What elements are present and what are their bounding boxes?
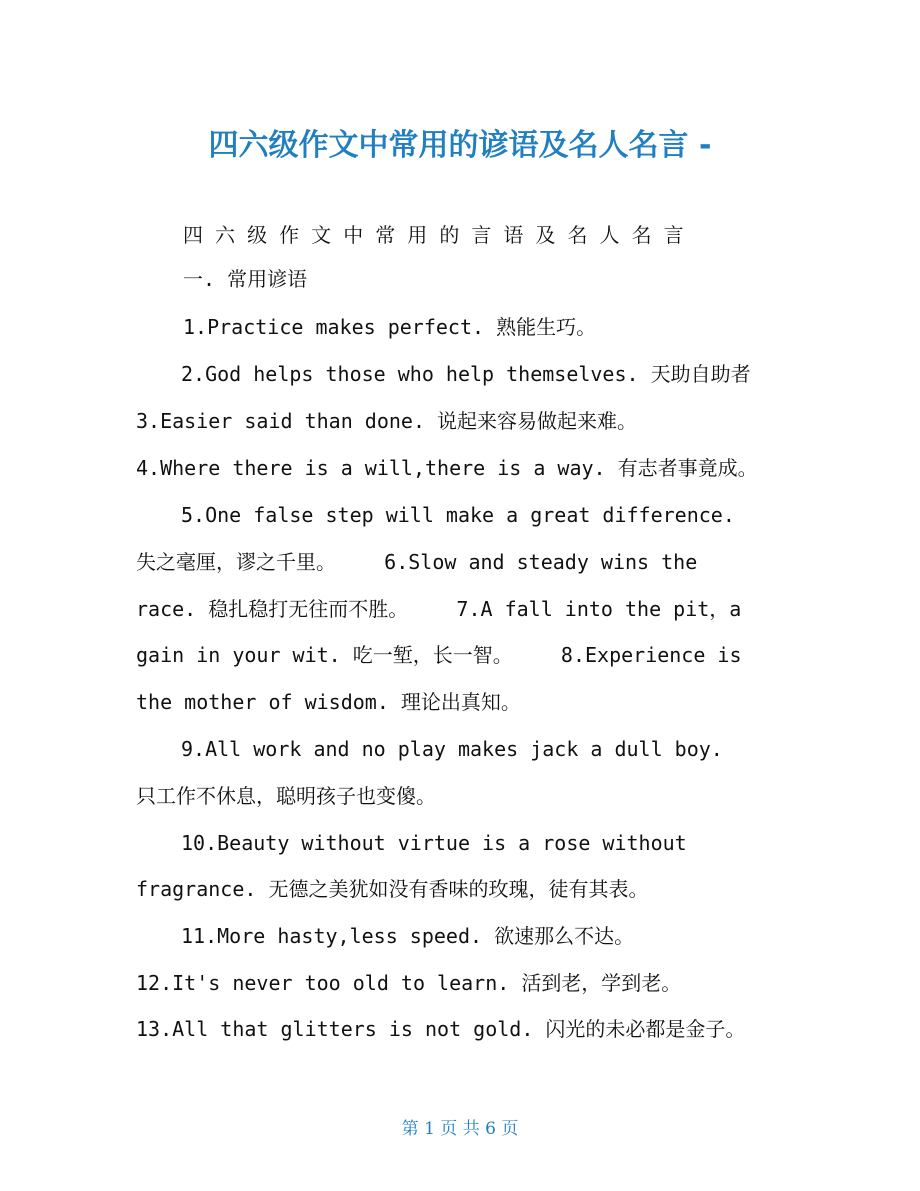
proverb-line: 只工作不休息，聪明孩子也变傻。 bbox=[136, 784, 436, 808]
proverb-line: 10.Beauty without virtue is a rose without bbox=[181, 831, 687, 855]
page-footer: 第 1 页 共 6 页 bbox=[401, 1119, 519, 1139]
proverb-line: 11.More hasty,less speed. 欲速那么不达。 bbox=[181, 924, 635, 948]
proverb-line: 5.One false step will make a great difference. bbox=[181, 503, 735, 527]
proverb-line: fragrance. 无德之美犹如没有香味的玫瑰，徒有其表。 bbox=[136, 877, 649, 901]
proverb-line: gain in your wit. 吃一堑，长一智。 8.Experience is bbox=[136, 643, 742, 667]
section-heading: 一. 常用谚语 bbox=[183, 267, 308, 291]
proverb-line: 9.All work and no play makes jack a dull boy. bbox=[181, 737, 723, 761]
proverb-line: 1.Practice makes perfect. 熟能生巧。 bbox=[183, 315, 597, 339]
proverb-line: 失之毫厘，谬之千里。 6.Slow and steady wins the bbox=[136, 550, 698, 574]
proverb-line: race. 稳扎稳打无往而不胜。 7.A fall into the pit，a bbox=[136, 597, 742, 621]
proverb-line: 2.God helps those who help themselves. 天助自助者 bbox=[181, 362, 751, 386]
proverb-line: the mother of wisdom. 理论出真知。 bbox=[136, 690, 521, 714]
document-title: 四六级作文中常用的谚语及名人名言 - bbox=[208, 128, 712, 163]
proverb-line: 12.It's never too old to learn. 活到老，学到老。 bbox=[136, 971, 682, 995]
subtitle-line: 四 六 级 作 文 中 常 用 的 言 语 及 名 人 名 言 bbox=[183, 223, 684, 247]
proverb-line: 4.Where there is a will,there is a way. 有志者事竟成。 bbox=[136, 456, 758, 480]
proverb-line: 13.All that glitters is not gold. 闪光的未必都是金子。 bbox=[136, 1017, 746, 1041]
proverb-line: 3.Easier said than done. 说起来容易做起来难。 bbox=[136, 409, 638, 433]
